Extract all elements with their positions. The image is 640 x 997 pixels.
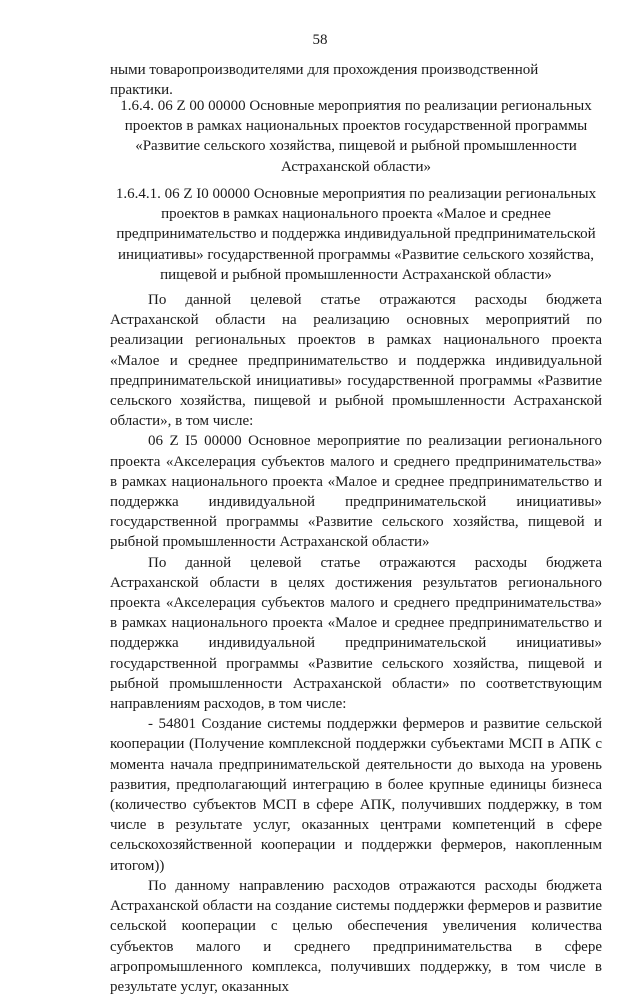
section-heading: 1.6.4. 06 Z 00 00000 Основные мероприятия по реализации региональных проектов в рамках национальных проектов государственной программы «Развитие сельского хозяйства, пищевой и рыбной промышленности Астраханской области» [120, 98, 592, 175]
paragraph: По данной целевой статье отражаются расходы бюджета Астраханской области на реализацию основных мероприятий по реализации региональных проектов в рамках национального проекта «Малое и среднее предпринимательство и поддержка индивидуальной предпринимательской инициативы» государственной программы «Развитие сельского хозяйства, пищевой и рыбной промышленности Астраханской области», в том числе: [110, 292, 602, 430]
paragraph: По данному направлению расходов отражаются расходы бюджета Астраханской области на создание системы поддержки фермеров и развитие сельской кооперации с целью обеспечения увеличения количества субъектов малого и среднего предпринимательства в сфере агропромышленного комплекса, получивших поддержку, в том числе в результате услуг, оказанных [110, 877, 602, 995]
page-number: 58 [312, 32, 328, 48]
body-text [110, 290, 602, 997]
continuation-line: ными товаропроизводителями для прохождения производственной практики. [110, 62, 539, 99]
paragraph: По данной целевой статье отражаются расходы бюджета Астраханской области в целях достижения результатов регионального проекта «Акселерация субъектов малого и среднего предпринимательства» в рамках национального проекта «Малое и среднее предпринимательство и поддержка индивидуальной предпринимательской инициативы» государственной программы «Развитие сельского хозяйства, пищевой и рыбной промышленности Астраханской области» по соответствующим направлениям расходов, в том числе: [110, 554, 602, 713]
subsection-heading: 1.6.4.1. 06 Z I0 00000 Основные мероприятия по реализации региональных проектов в рамках национального проекта «Малое и среднее предпринимательство и поддержка индивидуальной предпринимательской инициативы» государственной программы «Развитие сельского хозяйства, пищевой и рыбной промышленности Астраханской области» [115, 186, 597, 283]
paragraph: - 54801 Создание системы поддержки фермеров и развитие сельской кооперации (Получение комплексной поддержки субъектами МСП в АПК с момента начала предпринимательской деятельности до выхода на уровень развития, предполагающий интеграцию в более крупные единицы бизнеса (количество субъектов МСП в сфере АПК, получивших поддержку, в том числе в результате услуг, оказанных центрами компетенций в сфере сельскохозяйственной кооперации и поддержки фермеров, накопленным итогом)) [110, 716, 602, 874]
paragraph: 06 Z I5 00000 Основное мероприятие по реализации регионального проекта «Акселерация субъектов малого и среднего предпринимательства» в рамках национального проекта «Малое и среднее предпринимательство и поддержка индивидуальной предпринимательской инициативы» государственной программы «Развитие сельского хозяйства, пищевой и рыбной промышленности Астраханской области» [110, 433, 602, 551]
